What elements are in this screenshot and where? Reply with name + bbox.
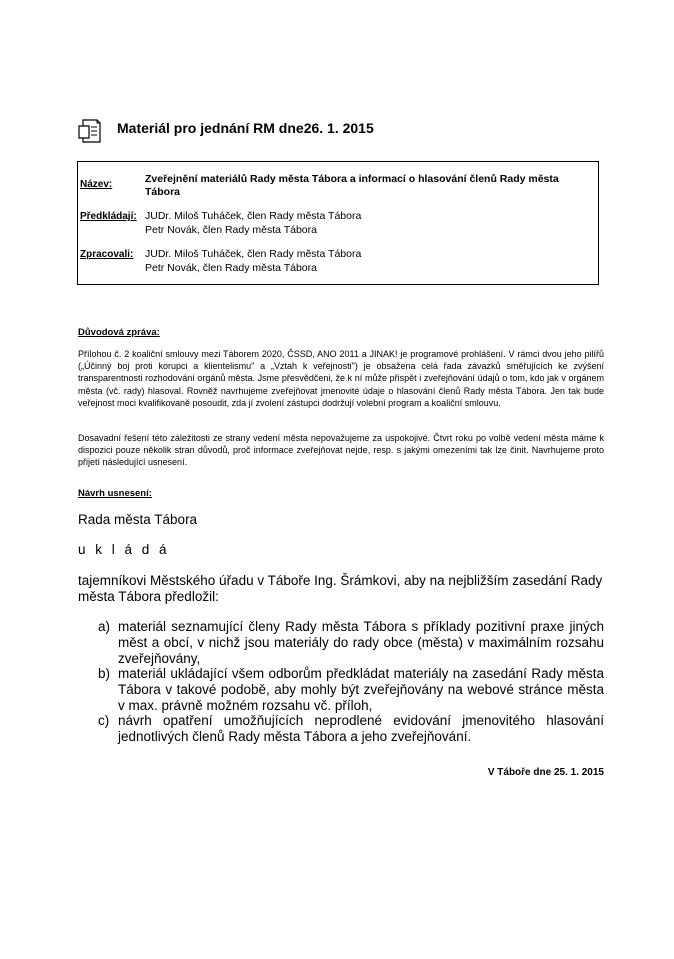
nazev-label: Název: <box>80 179 113 190</box>
navrh-body-title: Rada města Tábora <box>78 512 198 527</box>
navrh-heading: Návrh usnesení: <box>78 488 152 499</box>
nazev-value: Zveřejnění materiálů Rady města Tábora a informací o hlasování členů Rady města Tábora <box>145 173 559 198</box>
document-icon <box>77 117 105 145</box>
zpracovali-line-2: Petr Novák, člen Rady města Tábora <box>145 262 317 274</box>
list-marker: b) <box>98 666 111 681</box>
list-item-b <box>98 666 604 714</box>
list-text: návrh opatření umožňujících neprodlené evidování jmenovitého hlasování jednotlivých členů Rady města Tábora a jeho zveřejňování. <box>118 713 604 744</box>
signature-date: V Táboře dne 25. 1. 2015 <box>487 767 604 778</box>
navrh-intro: tajemníkovi Městského úřadu v Táboře Ing. Šrámkovi, aby na nejbližším zasedání Rady města Tábora předložil: <box>78 573 603 604</box>
page-title: Materiál pro jednání RM dne26. 1. 2015 <box>117 120 374 136</box>
predkladaji-line-1: JUDr. Miloš Tuháček, člen Rady města Tábora <box>145 210 362 222</box>
list-text: materiál ukládající všem odborům předkládat materiály na zasedání Rady města Tábora v takové podobě, aby mohly být zveřejňovány na webové stránce města v max. právně možném rozsahu vč. příloh, <box>118 666 604 713</box>
list-text: materiál seznamující členy Rady města Tábora s příklady pozitivní praxe jiných měst a obcí, v nichž jsou materiály do rady obce (města) v maximálním rozsahu zveřejňovány, <box>118 619 604 666</box>
list-item-c <box>98 713 604 745</box>
list-marker: c) <box>98 713 110 728</box>
duvodova-paragraph-2: Dosavadní řešení této záležitosti ze strany vedení města nepovažujeme za uspokojivé. Čtvrt roku po volbě vedení města máme k dispozici pouze několik stran důvodů, proč informace zveřejňovat nejde, resp. s jakými omezeními tak lze činit. Navrhujeme proto přijetí následující usnesení. <box>78 433 604 468</box>
zpracovali-line-1: JUDr. Miloš Tuháček, člen Rady města Tábora <box>145 248 362 260</box>
navrh-verb: u k l á d á <box>78 542 170 557</box>
predkladaji-line-2: Petr Novák, člen Rady města Tábora <box>145 224 317 236</box>
duvodova-paragraph-1: Přílohou č. 2 koaliční smlouvy mezi Táborem 2020, ČSSD, ANO 2011 a JINAK! je programové prohlášení. V rámci dvou jeho pilířů („Účinný boj proti korupci a klientelismu" a „Vztah k veřejnosti") je obsažena celá řada závazků směřujících ke zvýšení transparentnosti rozhodování orgánů města. Jsme přesvědčeni, že k ní může přispět i zveřejňování údajů o tom, kdo jak v orgánem města (vč. rady) hlasoval. Rovněž navrhujeme zveřejňovat jmenovité údaje o hlasování členů Rady města Tábora. Jen tak bude veřejnost moci kvalifikovaně posoudit, zda jí zvolení zástupci dodržují volební program a koaliční smlouvu. <box>78 349 604 408</box>
list-item-a <box>98 619 604 667</box>
predkladaji-label: Předkládají: <box>80 211 137 222</box>
list-marker: a) <box>98 619 111 634</box>
duvodova-heading: Důvodová zpráva: <box>78 327 160 338</box>
zpracovali-label: Zpracovali: <box>80 249 134 260</box>
